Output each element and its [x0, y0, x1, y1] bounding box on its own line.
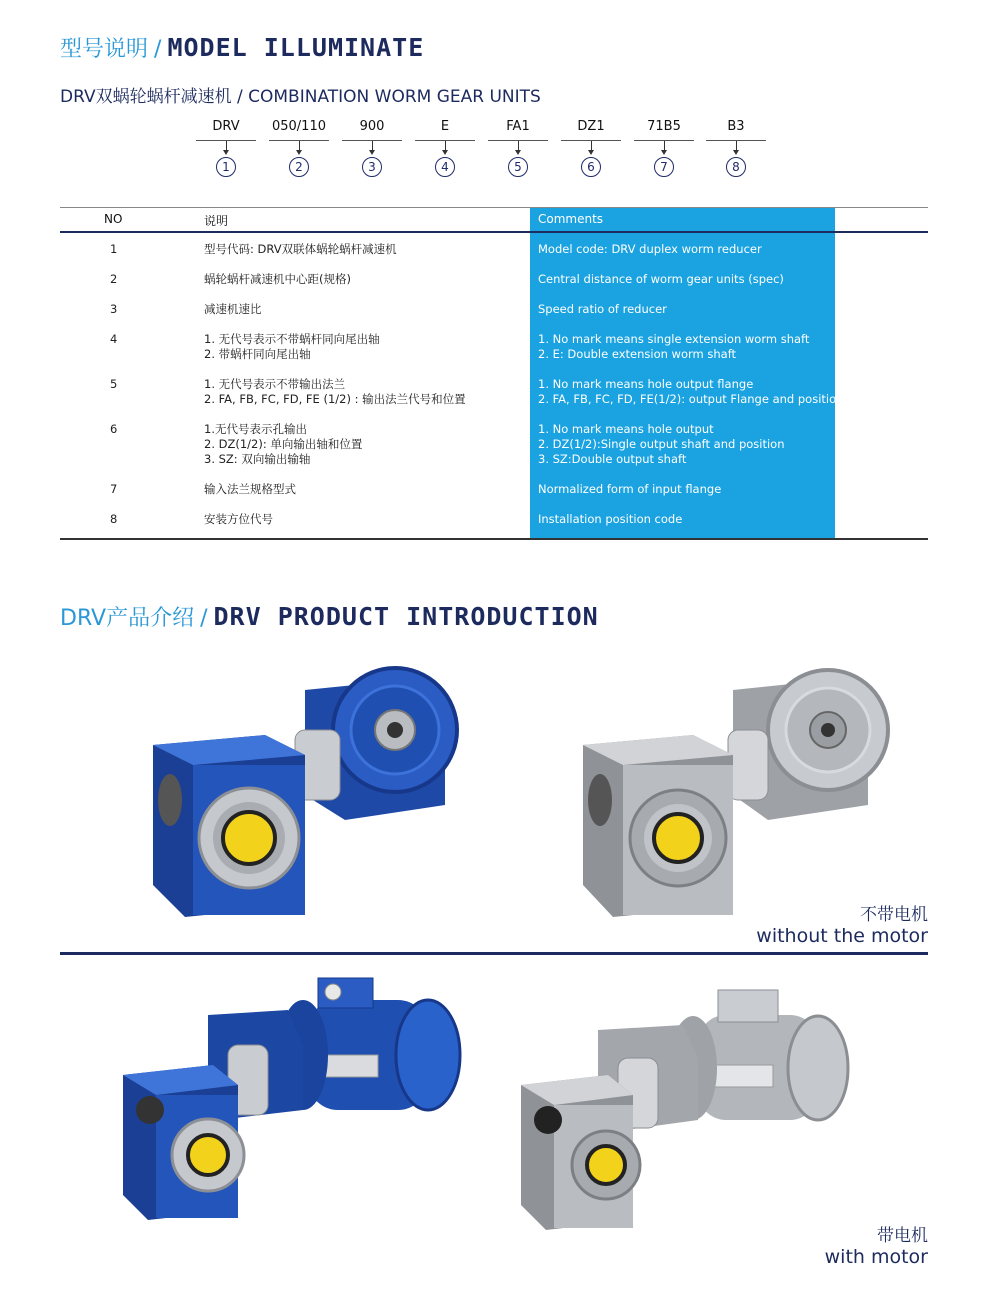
row-comment [538, 272, 784, 287]
caption-without-motor [756, 905, 928, 947]
code-number-circle: 5 [508, 157, 528, 177]
desc-line: 2. 带蜗杆同向尾出轴 [204, 347, 311, 361]
row-no: 2 [110, 272, 118, 286]
row-desc-cn [204, 332, 380, 362]
row-comment [538, 512, 682, 527]
desc-line: 2. FA, FB, FC, FD, FE (1/2) : 输出法兰代号和位置 [204, 392, 466, 406]
silver-gearbox-without-motor-image [578, 655, 898, 925]
desc-line: 型号代码: DRV双联体蜗轮蜗杆减速机 [204, 242, 397, 256]
comment-line: Normalized form of input flange [538, 482, 722, 496]
code-label: DRV [212, 119, 240, 134]
row-no: 8 [110, 512, 118, 526]
code-item [634, 118, 694, 177]
blue-gearbox-without-motor-image [145, 655, 475, 925]
comment-line: 2. DZ(1/2):Single output shaft and position [538, 437, 785, 451]
row-no: 3 [110, 302, 118, 316]
row-no: 7 [110, 482, 118, 496]
desc-line: 1. 无代号表示不带输出法兰 [204, 377, 346, 391]
row-comment [538, 482, 721, 497]
desc-line: 安装方位代号 [204, 512, 273, 526]
down-arrow-icon [736, 141, 737, 151]
comment-line: 1. No mark means hole output flange [538, 377, 754, 391]
caption-without-en: without the motor [756, 925, 928, 947]
code-item [342, 118, 402, 177]
product-title-cn: DRV产品介绍 [60, 606, 195, 631]
product-divider [60, 952, 928, 955]
desc-line: 1.无代号表示孔输出 [204, 422, 307, 436]
code-item [415, 118, 475, 177]
code-number-circle: 8 [726, 157, 746, 177]
model-title-cn: 型号说明 [60, 37, 149, 62]
code-number-circle: 4 [435, 157, 455, 177]
code-number-circle: 6 [581, 157, 601, 177]
desc-line: 输入法兰规格型式 [204, 482, 296, 496]
comment-line: Model code: DRV duplex worm reducer [538, 242, 762, 256]
comment-line: Speed ratio of reducer [538, 302, 667, 316]
code-item [488, 118, 548, 177]
down-arrow-icon [664, 141, 665, 151]
comment-line: 2. E: Double extension worm shaft [538, 347, 737, 361]
row-desc-cn [204, 422, 362, 467]
product-section-title [60, 601, 599, 632]
caption-without-cn: 不带电机 [860, 905, 928, 925]
row-comment [538, 332, 809, 362]
code-label: 900 [359, 119, 385, 134]
row-desc-cn [204, 377, 466, 407]
down-arrow-icon [591, 141, 592, 151]
row-comment [538, 302, 667, 317]
row-no: 6 [110, 422, 118, 436]
desc-line: 蜗轮蜗杆减速机中心距(规格) [204, 272, 351, 286]
row-desc-cn [204, 482, 296, 497]
down-arrow-icon [226, 141, 227, 151]
code-label: 71B5 [647, 119, 681, 134]
row-desc-cn [204, 272, 351, 287]
comment-line: Central distance of worm gear units (spec) [538, 272, 784, 286]
row-desc-cn [204, 512, 273, 527]
comment-line: 3. SZ:Double output shaft [538, 452, 687, 466]
table-top-rule [60, 207, 928, 208]
code-item [706, 118, 766, 177]
title-separator: / [200, 606, 208, 631]
caption-with-cn: 带电机 [877, 1226, 928, 1246]
header-no: NO [104, 212, 123, 226]
comment-line: Installation position code [538, 512, 683, 526]
model-code-strip [196, 118, 776, 190]
row-comment [538, 422, 785, 467]
model-table [60, 207, 928, 540]
code-number-circle: 1 [216, 157, 236, 177]
code-number-circle: 7 [654, 157, 674, 177]
caption-with-en: with motor [824, 1246, 928, 1268]
code-number-circle: 2 [289, 157, 309, 177]
caption-with-motor [825, 1226, 928, 1268]
row-desc-cn [204, 242, 397, 257]
row-no: 5 [110, 377, 118, 391]
code-label: E [440, 119, 450, 134]
header-comments: Comments [538, 212, 604, 226]
comment-line: 2. FA, FB, FC, FD, FE(1/2): output Flange and position [538, 392, 844, 406]
model-subtitle: DRV双蜗轮蜗杆减速机 / COMBINATION WORM GEAR UNITS [60, 87, 541, 107]
row-desc-cn [204, 302, 262, 317]
desc-line: 3. SZ: 双向输出输轴 [204, 452, 311, 466]
down-arrow-icon [299, 141, 300, 151]
code-label: B3 [727, 119, 745, 134]
product-title-en: DRV PRODUCT INTRODUCTION [213, 602, 599, 631]
model-section-title [60, 32, 424, 63]
code-label: DZ1 [577, 119, 605, 134]
desc-line: 减速机速比 [204, 302, 262, 316]
code-item [561, 118, 621, 177]
desc-line: 1. 无代号表示不带蜗杆同向尾出轴 [204, 332, 380, 346]
row-no: 1 [110, 242, 118, 256]
table-bottom-rule [60, 538, 928, 540]
comment-line: 1. No mark means hole output [538, 422, 714, 436]
silver-gearbox-with-motor-image [518, 980, 858, 1235]
desc-line: 2. DZ(1/2): 单向输出轴和位置 [204, 437, 363, 451]
down-arrow-icon [518, 141, 519, 151]
row-no: 4 [110, 332, 118, 346]
down-arrow-icon [372, 141, 373, 151]
title-separator: / [154, 37, 162, 62]
down-arrow-icon [445, 141, 446, 151]
comment-line: 1. No mark means single extension worm shaft [538, 332, 810, 346]
model-title-en: MODEL ILLUMINATE [167, 33, 425, 62]
row-comment [538, 377, 843, 407]
row-comment [538, 242, 762, 257]
code-label: 050/110 [271, 119, 326, 134]
blue-gearbox-with-motor-image [118, 970, 468, 1230]
code-item [196, 118, 256, 177]
code-label: FA1 [506, 119, 530, 134]
code-number-circle: 3 [362, 157, 382, 177]
table-header-rule [60, 231, 928, 233]
code-item [269, 118, 329, 177]
header-desc-cn: 说明 [204, 214, 229, 228]
